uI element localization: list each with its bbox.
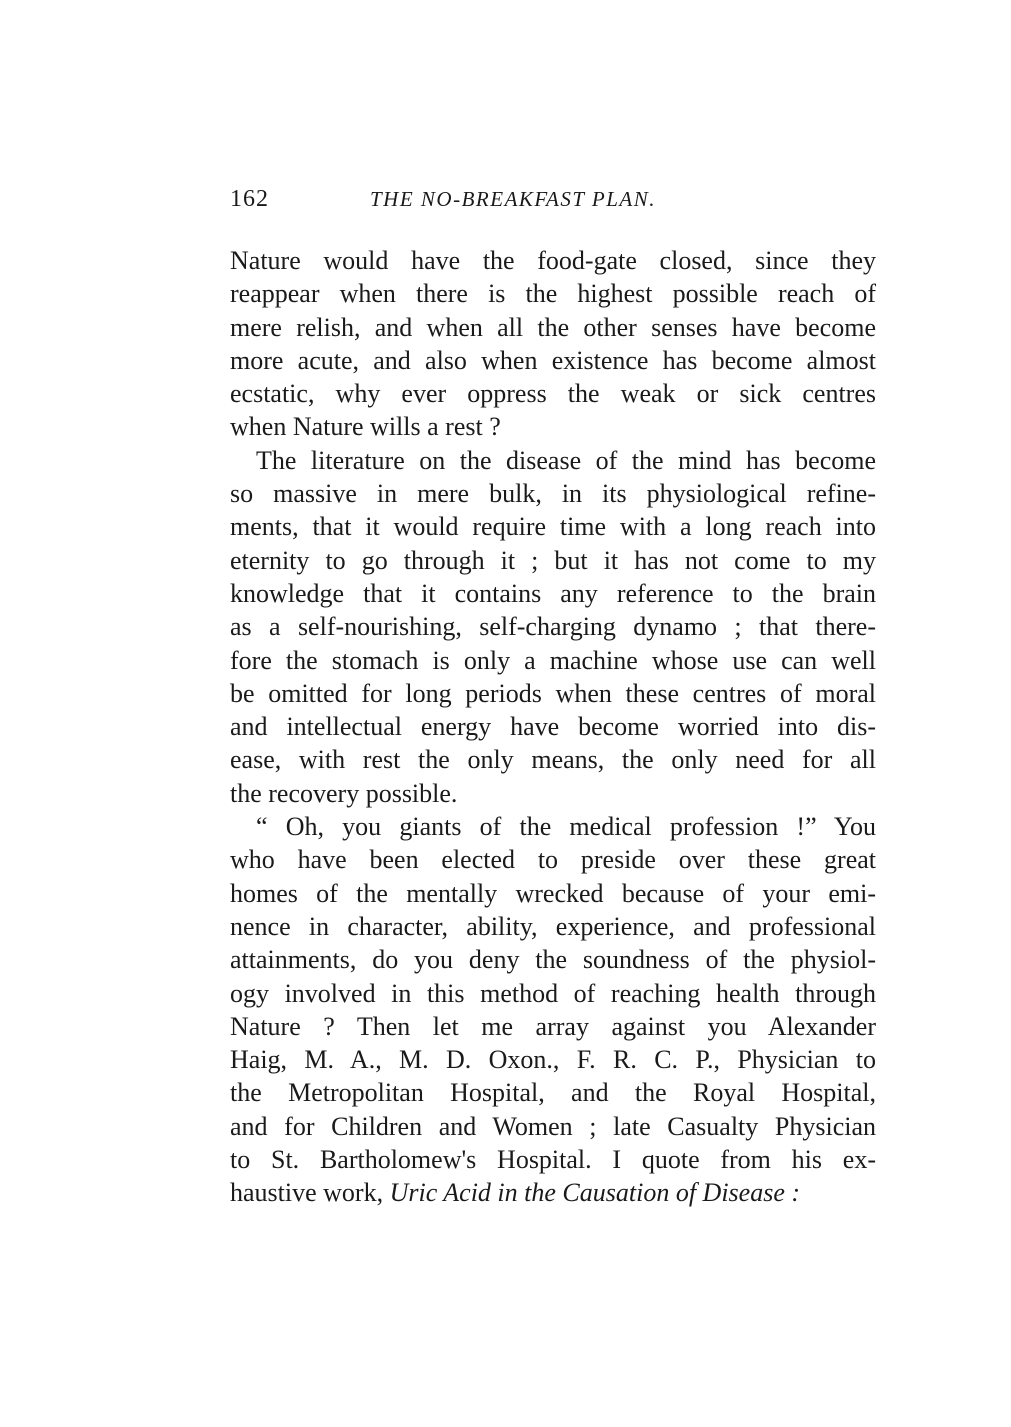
text-line: nence in character, ability, experience, and professional xyxy=(230,911,876,941)
text-line: reappear when there is the highest possible reach of xyxy=(230,279,876,309)
text-line: ecstatic, why ever oppress the weak or sick centres xyxy=(230,379,876,409)
text-line: homes of the mentally wrecked because of your emi- xyxy=(230,878,876,908)
text-line: ease, with rest the only means, the only need for all xyxy=(230,745,876,775)
text-line: ments, that it would require time with a long reach into xyxy=(230,512,876,542)
body-text xyxy=(230,244,876,1210)
text-line-final xyxy=(230,1176,876,1209)
text-line: attainments, do you deny the soundness of the physiol- xyxy=(230,945,876,975)
text-line: so massive in mere bulk, in its physiological refine- xyxy=(230,479,876,509)
running-title: THE NO-BREAKFAST PLAN. xyxy=(370,187,656,211)
text-line: who have been elected to preside over these great xyxy=(230,845,876,875)
text-line: when Nature wills a rest ? xyxy=(230,412,501,442)
text-line: as a self-nourishing, self-charging dynamo ; that there- xyxy=(230,612,876,642)
text-line: and for Children and Women ; late Casualty Physician xyxy=(230,1111,876,1141)
text-line: Nature ? Then let me array against you Alexander xyxy=(230,1011,876,1041)
text-line: and intellectual energy have become worried into dis- xyxy=(230,712,876,742)
text-line: more acute, and also when existence has become almost xyxy=(230,345,876,375)
text-line: fore the stomach is only a machine whose use can well xyxy=(230,645,876,675)
cited-work-title: Uric Acid in the Causation of Disease : xyxy=(389,1178,801,1208)
text-line: the recovery possible. xyxy=(230,778,458,808)
final-line-lead: haustive work, xyxy=(230,1178,390,1208)
text-line: eternity to go through it ; but it has not come to my xyxy=(230,545,876,575)
text-line: ogy involved in this method of reaching health through xyxy=(230,978,876,1008)
text-line: be omitted for long periods when these centres of moral xyxy=(230,678,876,708)
page-number: 162 xyxy=(230,186,269,212)
text-line: The literature on the disease of the mind has become xyxy=(256,445,876,475)
text-line: knowledge that it contains any reference to the brain xyxy=(230,578,876,608)
text-line: the Metropolitan Hospital, and the Royal Hospital, xyxy=(230,1078,876,1108)
text-line: mere relish, and when all the other senses have become xyxy=(230,312,876,342)
text-line: “ Oh, you giants of the medical profession !” You xyxy=(256,812,876,842)
text-line: to St. Bartholomew's Hospital. I quote from his ex- xyxy=(230,1145,876,1175)
running-head xyxy=(230,186,880,220)
text-line: Nature would have the food-gate closed, since they xyxy=(230,246,876,275)
text-line: Haig, M. A., M. D. Oxon., F. R. C. P., Physician to xyxy=(230,1045,876,1075)
